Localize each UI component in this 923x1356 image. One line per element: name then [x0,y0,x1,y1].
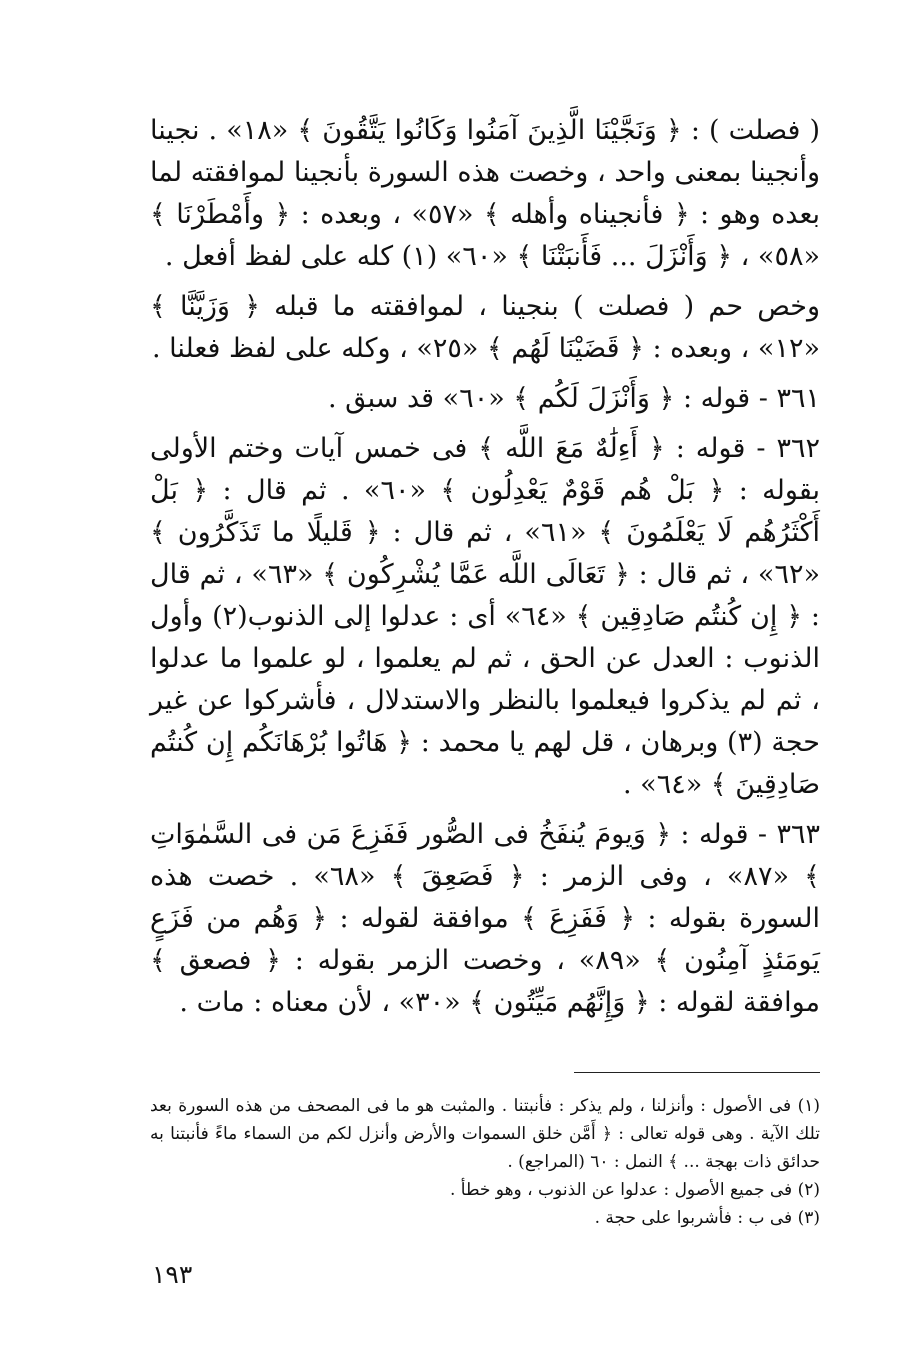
paragraph-362: ٣٦٢ - قوله : ﴿ أَءِلَٰهٌ مَعَ اللَّه ﴾ فى خمس آيات وختم الأولى بقوله : ﴿ بَلْ هُم قَوْمٌ يَعْدِلُون ﴾ «٦٠» . ثم قال : ﴿ بَلْ أَكْثَرُهُم لَا يَعْلَمُونَ ﴾ «٦١» ، ثم قال : ﴿ قَليلًا ما تَذَكَّرُون ﴾ «٦٢» ، ثم قال : ﴿ تَعَالَى اللَّه عَمَّا يُشْرِكُون ﴾ «٦٣» ، ثم قال : ﴿ إِن كُنتُم صَادِقِين ﴾ «٦٤» أى : عدلوا إلى الذنوب(٢) وأول الذنوب : العدل عن الحق ، ثم لم يعلموا ، لو علموا ما عدلوا ، ثم لم يذكروا فيعلموا بالنظر والاستدلال ، فأشركوا عن غير حجة (٣) وبرهان ، قل لهم يا محمد : ﴿ هَاتُوا بُرْهَانَكُم إِن كُنتُم صَادِقِينَ ﴾ «٦٤» . [150,433,821,800]
paragraph-363: ٣٦٣ - قوله : ﴿ وَيومَ يُنفَخُ فى الصُّور فَفَزِعَ مَن فى السَّمٰوَاتِ ﴾ «٨٧» ، وفى الزمر : ﴿ فَصَعِقَ ﴾ «٦٨» . خصت هذه السورة بقوله : ﴿ فَفَزِعَ ﴾ موافقة لقوله : ﴿ وَهُم من فَزَعٍ يَومَئذٍ آمِنُون ﴾ «٨٩» ، وخصت الزمر بقوله : ﴿ فصعق ﴾ موافقة لقوله : ﴿ وَإِنَّهُم مَيِّتُون ﴾ «٣٠» ، لأن معناه : مات . [150,819,821,1018]
page-number: ١٩٣ [152,1260,193,1289]
footnote-3: (٣) فى ب : فأشربوا على حجة . [594,1208,820,1228]
footnote-2: (٢) فى جميع الأصول : عدلوا عن الذنوب ، وهو خطأ . [449,1180,820,1200]
footnotes [150,1092,820,1232]
paragraph-361: ٣٦١ - قوله : ﴿ وَأَنْزَلَ لَكُم ﴾ «٦٠» قد سبق . [327,383,820,414]
main-text [150,110,820,1024]
footnote-divider [574,1072,820,1073]
paragraph-fussilat: ( فصلت ) : ﴿ وَنَجَّيْنَا الَّذِينَ آمَنُوا وَكَانُوا يَتَّقُونَ ﴾ «١٨» . نجينا وأنجينا بمعنى واحد ، وخصت هذه السورة بأنجينا لموافقته لما بعده وهو : ﴿ فأنجيناه وأهله ﴾ «٥٧» ، وبعده : ﴿ وأَمْطَرْنَا ﴾ «٥٨» ، ﴿ وَأَنْزَلَ ... فَأَنبَتْنَا ﴾ «٦٠» (١) كله على لفظ أفعل . [150,115,821,272]
paragraph-ha-mim: وخص حم ( فصلت ) بنجينا ، لموافقته ما قبله ﴿ وَزَيَّنَّا ﴾ «١٢» ، وبعده : ﴿ قَضَيْنَا لَهُم ﴾ «٢٥» ، وكله على لفظ فعلنا . [150,291,820,364]
footnote-1: (١) فى الأصول : وأنزلنا ، ولم يذكر : فأنبتنا . والمثبت هو ما فى المصحف من هذه السورة بعد تلك الآية . وهى قوله تعالى : ﴿ أَمَّن خلق السموات والأرض وأنزل لكم من السماء ماءً فأنبتنا به حدائق ذات بهجة ... ﴾ النمل : ٦٠ (المراجع) . [150,1096,820,1172]
